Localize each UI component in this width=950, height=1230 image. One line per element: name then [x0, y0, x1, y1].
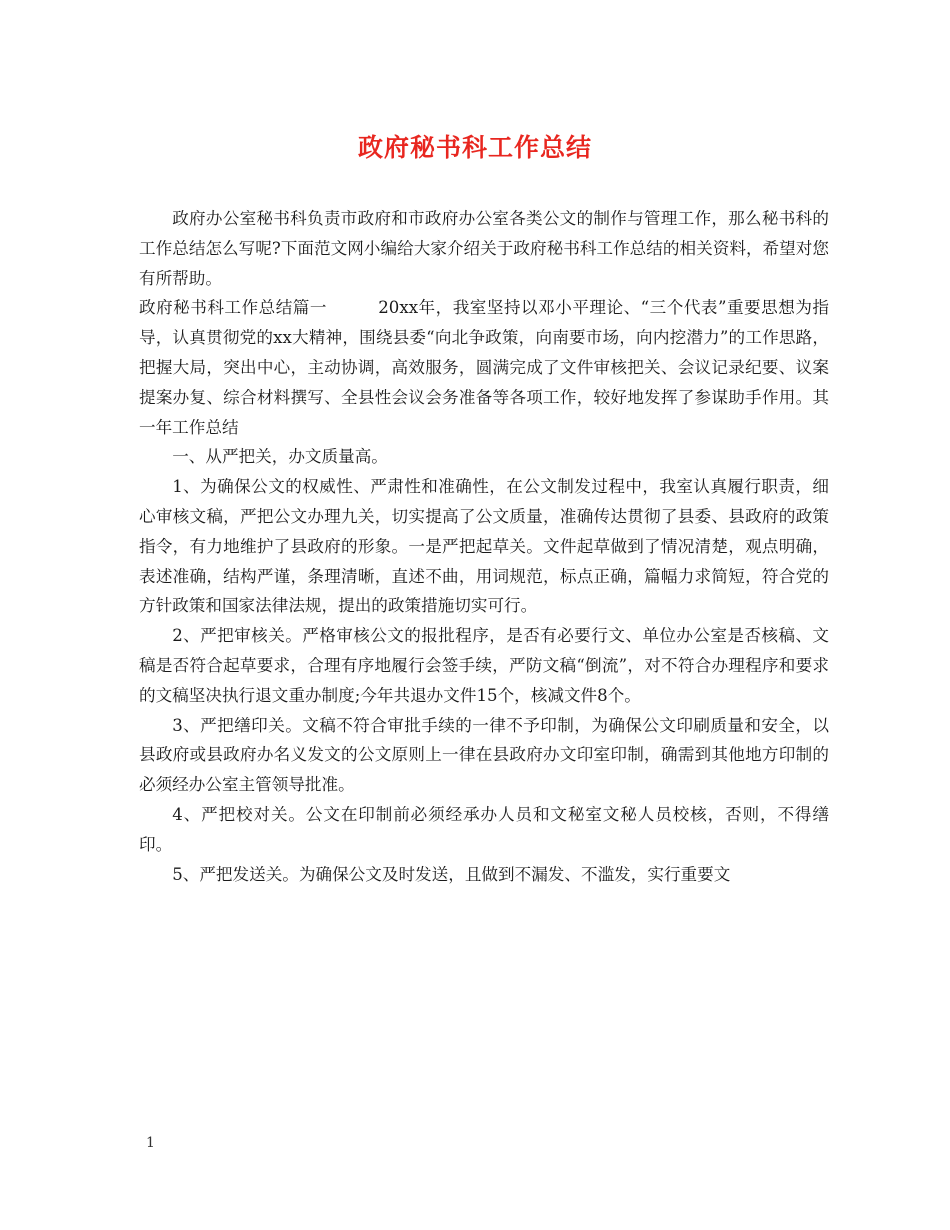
paragraph-item-5: 5、严把发送关。为确保公文及时发送，且做到不漏发、不滥发，实行重要文 — [172, 864, 731, 884]
paragraph-section-one-heading: 政府秘书科工作总结篇一 20xx年，我室坚持以邓小平理论、“三个代表”重要思想为指导，认真贯彻党的xx大精神，围绕县委“向北争政策，向南要市场，向内挖潜力”的工作思路，把握大局，突出中心，主动协调，高效服务，圆满完成了文件审核把关、会议记录纪要、议案提案办复、综合材料撰写、全县性会议会务准备等各项工作，较好地发挥了参谋助手作用。其一年工作总结 — [139, 298, 829, 437]
page-number: 1 — [146, 1135, 155, 1151]
paragraph-item-2: 2、严把审核关。严格审核公文的报批程序，是否有必要行文、单位办公室是否核稿、文稿是否符合起草要求，合理有序地履行会签手续，严防文稿“倒流”，对不符合办理程序和要求的文稿坚决执行退文重办制度;今年共退办文件15个，核减文件8个。 — [139, 626, 829, 705]
paragraph-heading-strict-control: 一、从严把关，办文质量高。 — [172, 447, 388, 467]
paragraph-item-1: 1、为确保公文的权威性、严肃性和准确性，在公文制发过程中，我室认真履行职责，细心审核文稿，严把公文办理九关，切实提高了公文质量，准确传达贯彻了县委、县政府的政策指令，有力地维护了县政府的形象。一是严把起草关。文件起草做到了情况清楚，观点明确，表述准确，结构严谨，条理清晰，直述不曲，用词规范，标点正确，篇幅力求简短，符合党的方针政策和国家法律法规，提出的政策措施切实可行。 — [139, 477, 829, 616]
paragraph-item-4: 4、严把校对关。公文在印制前必须经承办人员和文秘室文秘人员校核，否则，不得缮印。 — [139, 804, 829, 854]
paragraph-item-3: 3、严把缮印关。文稿不符合审批手续的一律不予印制，为确保公文印刷质量和安全，以县政府或县政府办名义发文的公文原则上一律在县政府办文印室印制，确需到其他地方印制的必须经办公室主管领导批准。 — [139, 715, 829, 795]
document-title: 政府秘书科工作总结 — [357, 133, 592, 162]
document-body — [139, 204, 829, 889]
paragraph-intro: 政府办公室秘书科负责市政府和市政府办公室各类公文的制作与管理工作，那么秘书科的工作总结怎么写呢?下面范文网小编给大家介绍关于政府秘书科工作总结的相关资料，希望对您有所帮助。 — [139, 209, 829, 288]
